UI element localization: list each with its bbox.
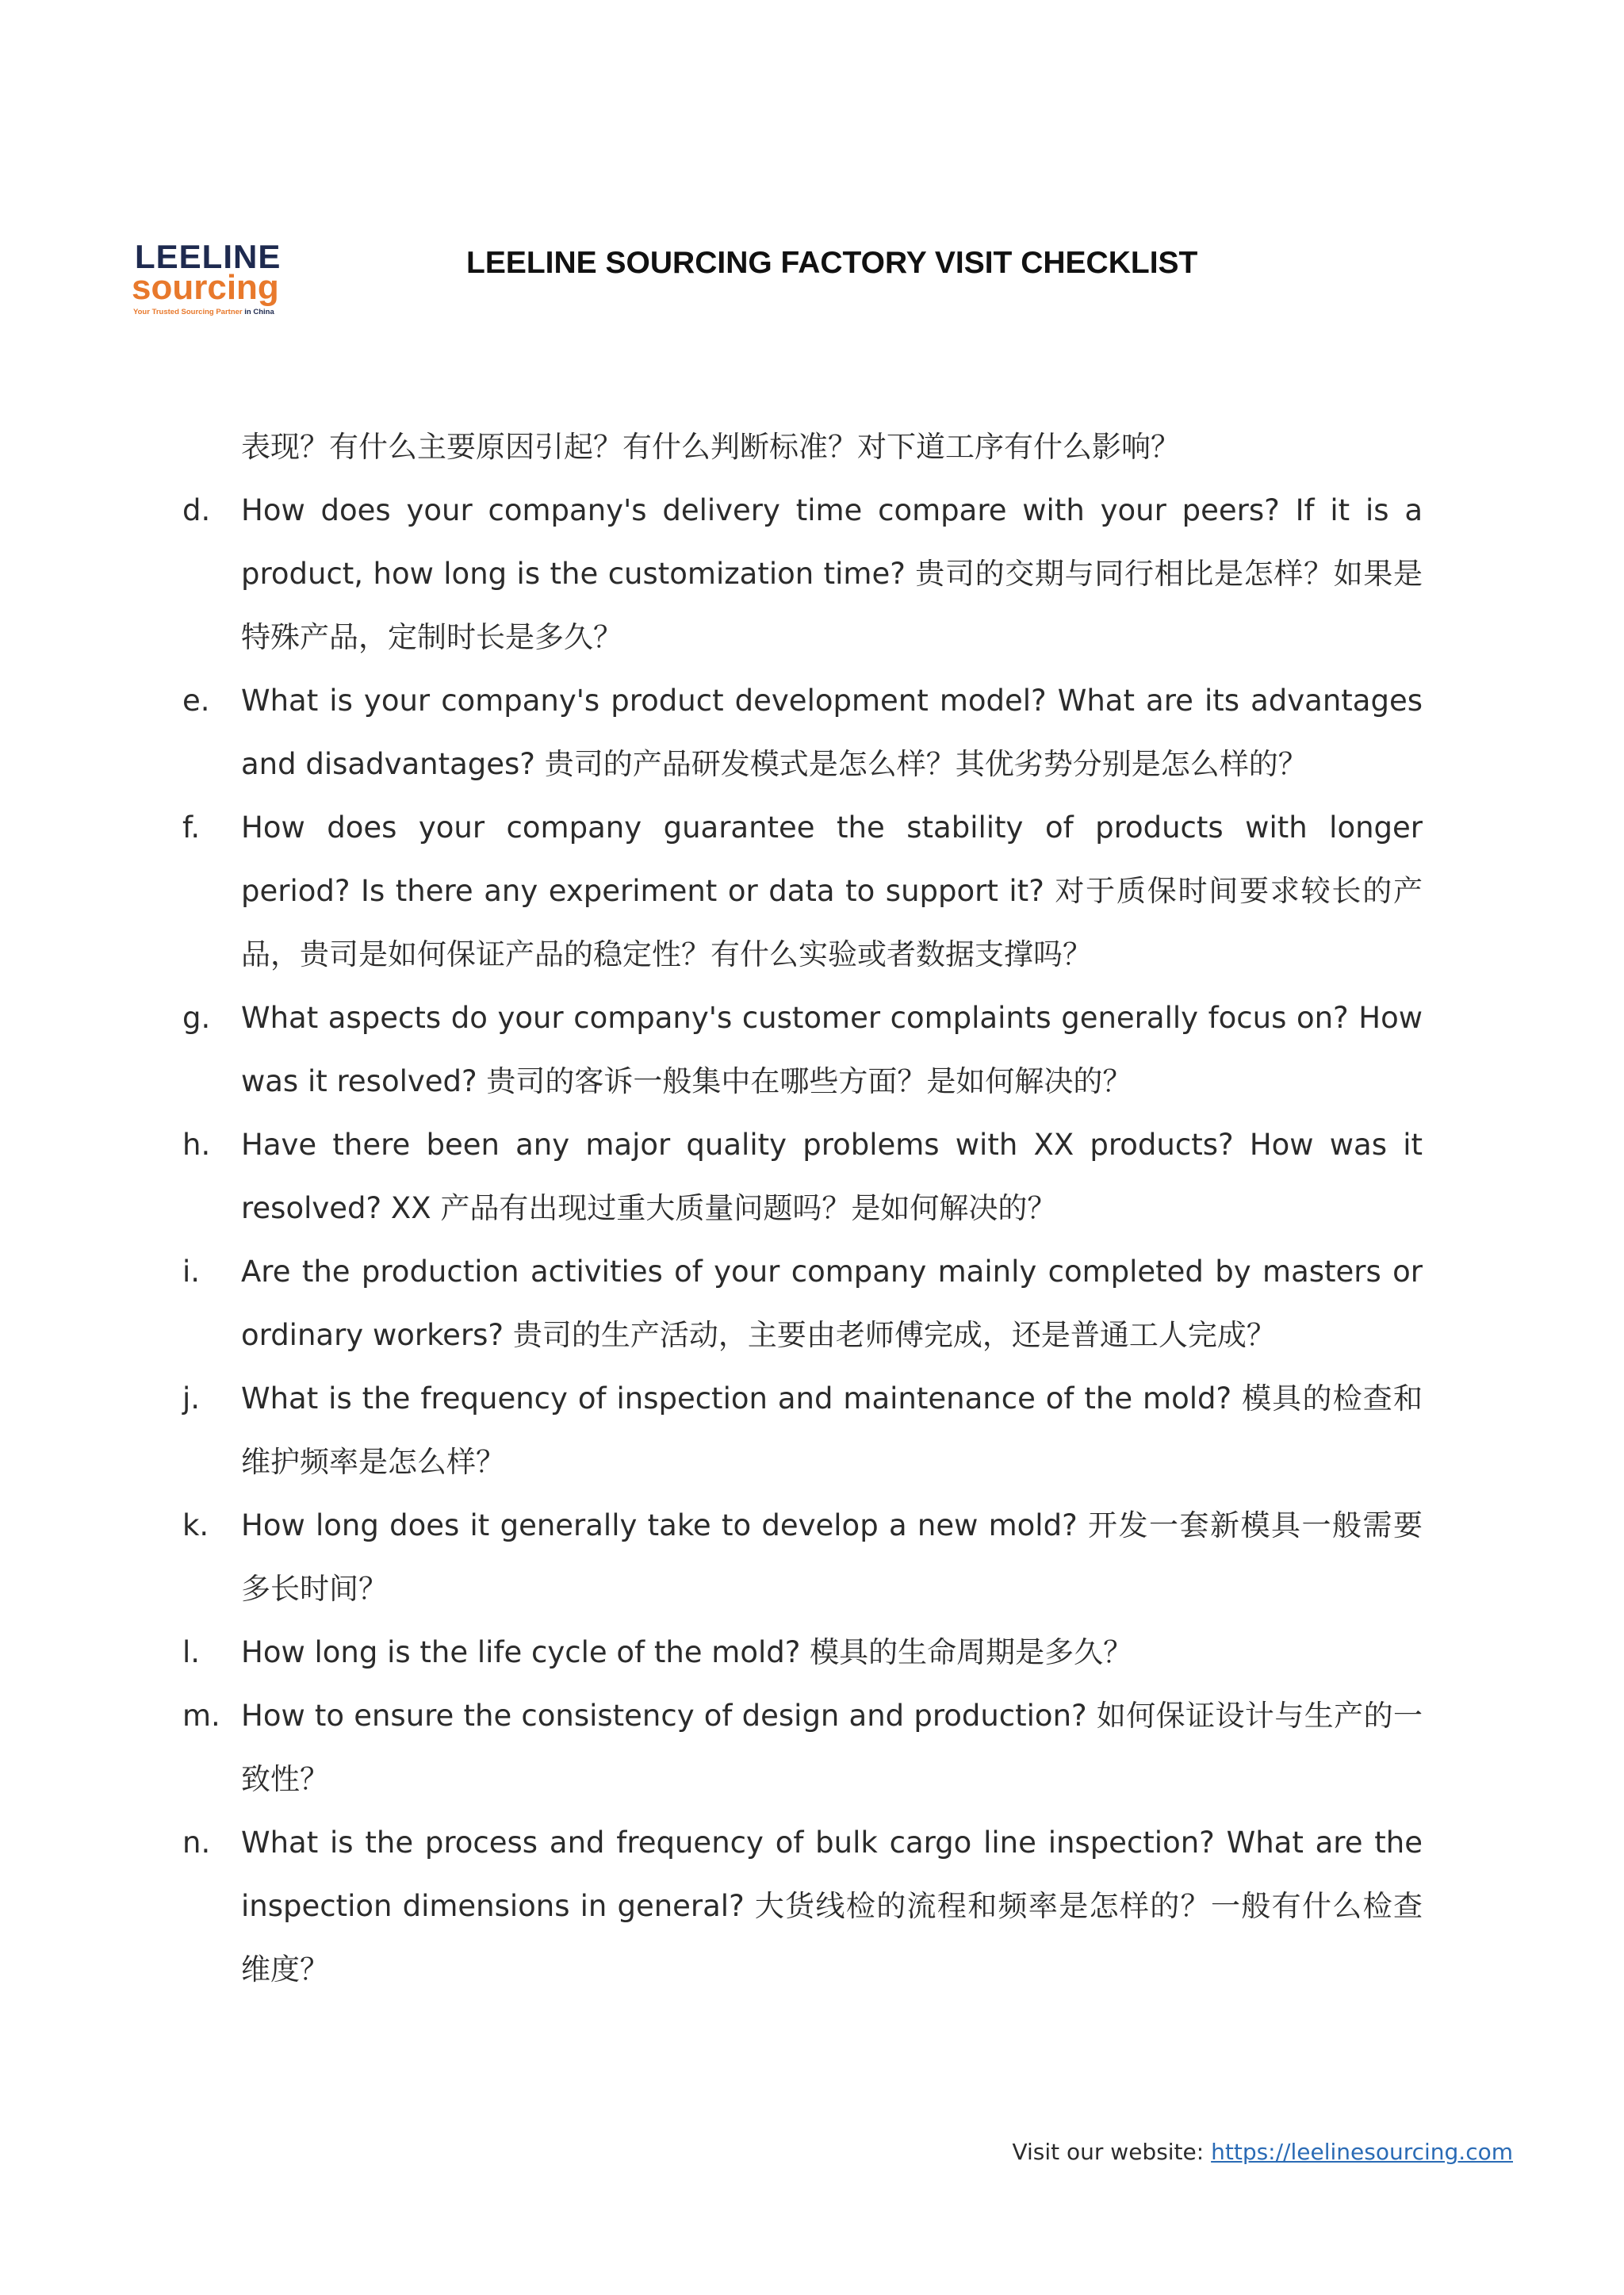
- list-item-line: Are the production activities of your company mainly completed by masters or: [241, 1255, 1423, 1289]
- list-item-line: resolved? XX 产品有出现过重大质量问题吗？是如何解决的？: [241, 1191, 1057, 1225]
- list-item-line: and disadvantages? 贵司的产品研发模式是怎么样？其优劣势分别是怎么样的？: [241, 747, 1308, 781]
- list-marker: i.: [182, 1255, 201, 1289]
- list-item-line: 品，贵司是如何保证产品的稳定性？有什么实验或者数据支撑吗？: [241, 937, 1092, 971]
- list-item-line: How does your company guarantee the stability of products with longer: [241, 810, 1423, 845]
- list-item-line: inspection dimensions in general? 大货线检的流程和频率是怎样的？一般有什么检查: [241, 1889, 1423, 1923]
- list-item-line: 多长时间？: [241, 1572, 388, 1606]
- continuation-text: 表现？有什么主要原因引起？有什么判断标准？对下道工序有什么影响？: [241, 430, 1180, 464]
- list-item-line: Have there been any major quality problems with XX products? How was it: [241, 1128, 1423, 1162]
- list-item-line: What is your company's product development model? What are its advantages: [241, 684, 1423, 718]
- list-item-line: What aspects do your company's customer complaints generally focus on? How: [241, 1001, 1423, 1035]
- logo-tagline-end: in China: [244, 308, 274, 316]
- list-item-line: What is the frequency of inspection and maintenance of the mold? 模具的检查和: [241, 1381, 1423, 1416]
- list-item-line: period? Is there any experiment or data to support it? 对于质保时间要求较长的产: [241, 874, 1423, 908]
- list-item-line: How long does it generally take to develop a new mold? 开发一套新模具一般需要: [241, 1508, 1423, 1542]
- list-marker: m.: [182, 1699, 220, 1733]
- list-marker: f.: [182, 810, 201, 845]
- logo-wordmark-sourcing: sourcing: [132, 268, 279, 307]
- list-marker: k.: [182, 1508, 209, 1542]
- website-link[interactable]: https://leelinesourcing.com: [1211, 2139, 1513, 2165]
- logo-tagline: [133, 308, 274, 317]
- list-item-line: How long is the life cycle of the mold? 模具的生命周期是多久？: [241, 1635, 1133, 1669]
- list-marker: n.: [182, 1826, 211, 1860]
- list-marker: d.: [182, 493, 211, 527]
- logo-tagline-main: Your Trusted Sourcing Partner: [133, 308, 243, 316]
- company-logo: [132, 239, 290, 327]
- list-marker: j.: [182, 1381, 201, 1416]
- list-item-line: 维度？: [241, 1952, 329, 1987]
- list-item-line: How to ensure the consistency of design and production? 如何保证设计与生产的一: [241, 1699, 1423, 1733]
- list-marker: l.: [182, 1635, 201, 1669]
- footer-label: Visit our website:: [1012, 2139, 1205, 2165]
- list-marker: g.: [182, 1001, 211, 1035]
- list-item-line: product, how long is the customization time? 贵司的交期与同行相比是怎样？如果是: [241, 557, 1423, 591]
- list-item-line: 致性？: [241, 1762, 329, 1796]
- list-marker: h.: [182, 1128, 211, 1162]
- list-item-line: 特殊产品，定制时长是多久？: [241, 620, 622, 654]
- list-item-line: was it resolved? 贵司的客诉一般集中在哪些方面？是如何解决的？: [241, 1064, 1132, 1098]
- logo-wordmark-leeline: LEELINE: [135, 238, 282, 275]
- list-marker: e.: [182, 684, 210, 718]
- list-item-line: 维护频率是怎么样？: [241, 1445, 505, 1479]
- document-title: LEELINE SOURCING FACTORY VISIT CHECKLIST: [466, 246, 1198, 280]
- list-item-line: ordinary workers? 贵司的生产活动，主要由老师傅完成，还是普通工人完成？: [241, 1318, 1276, 1352]
- footer: [1012, 2136, 1513, 2168]
- list-item-line: How does your company's delivery time compare with your peers? If it is a: [241, 493, 1423, 527]
- list-item-line: What is the process and frequency of bulk cargo line inspection? What are the: [241, 1826, 1423, 1860]
